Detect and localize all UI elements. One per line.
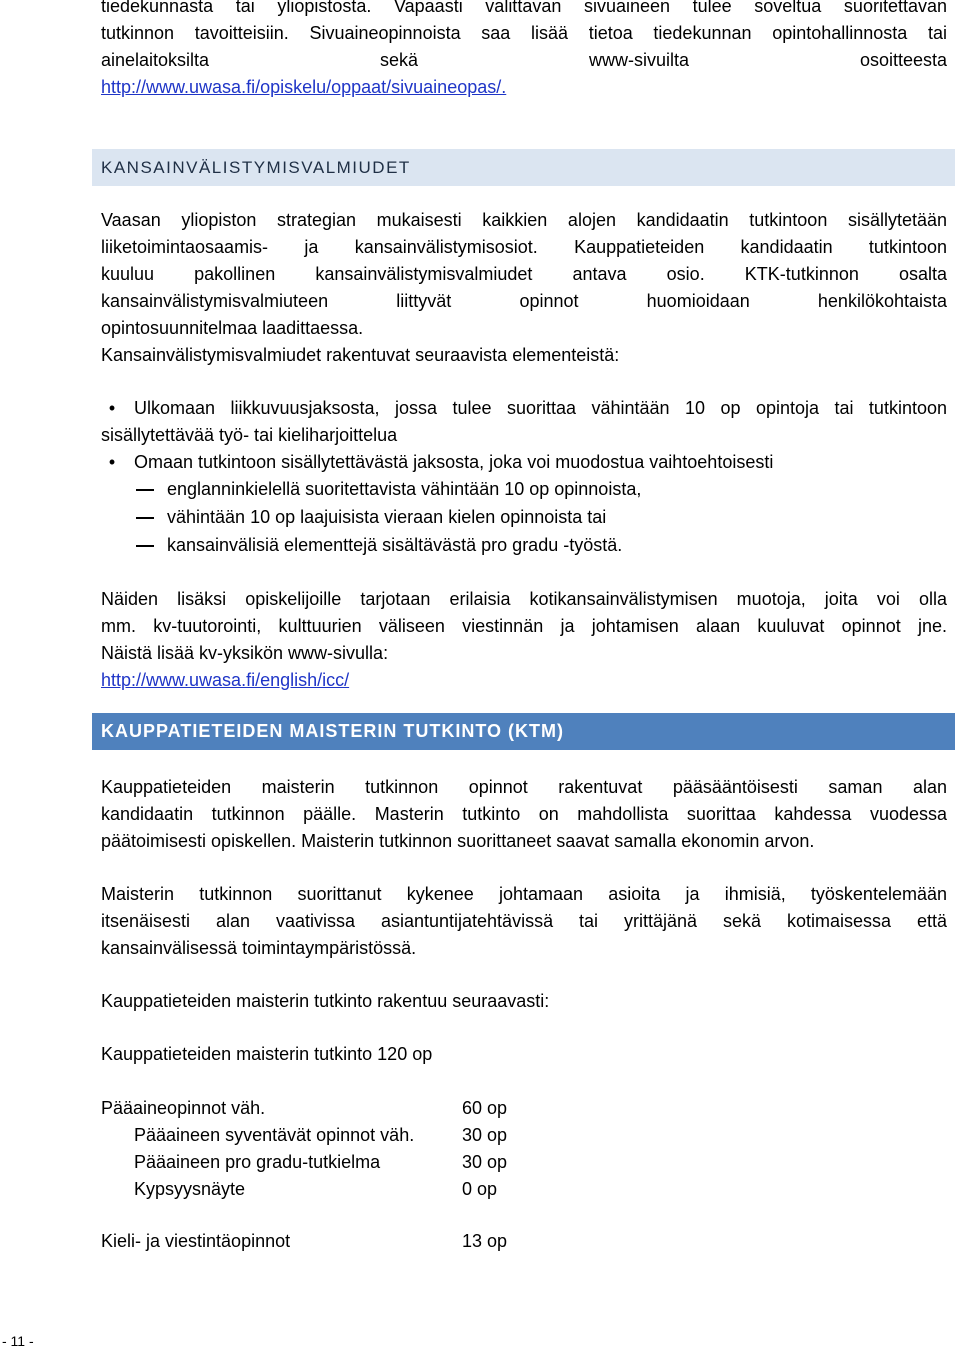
- credit-row-value: 13 op: [462, 1231, 508, 1251]
- credit-row-value: 0 op: [462, 1179, 498, 1199]
- paragraph-line: kansainvälistymisvalmiuteen liittyvät opinnot huomioidaan henkilökohtaista: [101, 291, 947, 311]
- credit-row-value: 60 op: [462, 1098, 508, 1118]
- credit-row-label: Pääaineen pro gradu-tutkielma: [134, 1152, 381, 1172]
- intro-line-1: tiedekunnasta tai yliopistosta. Vapaasti valittavan sivuaineen tulee soveltua suoritettavan: [101, 0, 947, 16]
- section-heading-ktm: KAUPPATIETEIDEN MAISTERIN TUTKINTO (KTM): [92, 713, 955, 750]
- credit-row-label: Kieli- ja viestintäopinnot: [101, 1231, 291, 1251]
- degree-total: Kauppatieteiden maisterin tutkinto 120 op: [101, 1044, 433, 1064]
- paragraph-line: kandidaatin tutkinnon päälle. Masterin tutkinto on mahdollista suorittaa kahdessa vuodessa: [101, 804, 947, 824]
- credit-row-label: Kypsyysnäyte: [134, 1179, 246, 1199]
- dash-icon: [136, 489, 154, 491]
- paragraph-line: liiketoimintaosaamis- ja kansainvälistymisosiot. Kauppatieteiden kandidaatin tutkintoon: [101, 237, 947, 257]
- structure-intro: Kauppatieteiden maisterin tutkinto rakentuu seuraavasti:: [101, 991, 550, 1011]
- paragraph-line: itsenäisesti alan vaativissa asiantuntijatehtävissä tai yrittäjänä sekä kotimaisessa että: [101, 911, 947, 931]
- paragraph-line: Näistä lisää kv-yksikön www-sivulla:: [101, 643, 389, 663]
- paragraph-line: Maisterin tutkinnon suorittanut kykenee johtamaan asioita ja ihmisiä, työskentelemään: [101, 884, 947, 904]
- bullet-item-2: Omaan tutkintoon sisällytettävästä jaksosta, joka voi muodostua vaihtoehtoisesti: [134, 452, 774, 472]
- page-number: - 11 -: [2, 1333, 34, 1349]
- dash-icon: [136, 517, 154, 519]
- icc-link-line: [101, 667, 947, 693]
- bullet-item-1-line-2: sisällytettävää työ- tai kieliharjoittelua: [101, 425, 398, 445]
- credit-row-label: Pääaineopinnot väh.: [101, 1098, 266, 1118]
- paragraph-line: Näiden lisäksi opiskelijoille tarjotaan erilaisia kotikansainvälistymisen muotoja, joita voi olla: [101, 589, 947, 609]
- sivuaineopas-link[interactable]: http://www.uwasa.fi/opiskelu/oppaat/sivuaineopas/.: [101, 77, 507, 97]
- intro-link-line: [101, 74, 947, 100]
- sub-item: kansainvälisiä elementtejä sisältävästä pro gradu -työstä.: [167, 535, 623, 555]
- bullet-icon: •: [108, 398, 116, 418]
- credit-row-label: Pääaineen syventävät opinnot väh.: [134, 1125, 415, 1145]
- icc-link[interactable]: http://www.uwasa.fi/english/icc/: [101, 670, 350, 690]
- credit-row-value: 30 op: [462, 1125, 508, 1145]
- sub-item: englanninkielellä suoritettavista vähintään 10 op opinnoista,: [167, 479, 642, 499]
- paragraph-line: Vaasan yliopiston strategian mukaisesti kaikkien alojen kandidaatin tutkintoon sisällytetään: [101, 210, 947, 230]
- paragraph-line: Kansainvälistymisvalmiudet rakentuvat seuraavista elementeistä:: [101, 345, 620, 365]
- paragraph-line: mm. kv-tuutorointi, kulttuurien väliseen viestinnän ja johtamisen alaan kuuluvat opinnot jne.: [101, 616, 947, 636]
- section-heading-kansainvalistymisvalmiudet: KANSAINVÄLISTYMISVALMIUDET: [92, 149, 955, 186]
- intro-line-2: tutkinnon tavoitteisiin. Sivuaineopinnoista saa lisää tietoa tiedekunnan opintohallinnosta tai: [101, 23, 947, 43]
- paragraph-line: kansainvälisessä toimintaympäristössä.: [101, 938, 417, 958]
- intro-line-3: ainelaitoksilta sekä www-sivuilta osoitteesta: [101, 50, 947, 70]
- sub-item: vähintään 10 op laajuisista vieraan kielen opinnoista tai: [167, 507, 607, 527]
- paragraph-line: päätoimisesti opiskellen. Maisterin tutkinnon suorittaneet saavat samalla ekonomin arvon.: [101, 831, 815, 851]
- bullet-item-1-line-1: Ulkomaan liikkuvuusjaksosta, jossa tulee suorittaa vähintään 10 op opintoja tai tutkintoon: [134, 398, 947, 418]
- paragraph-line: Kauppatieteiden maisterin tutkinnon opinnot rakentuvat pääsääntöisesti saman alan: [101, 777, 947, 797]
- paragraph-line: kuuluu pakollinen kansainvälistymisvalmiudet antava osio. KTK-tutkinnon osalta: [101, 264, 947, 284]
- dash-icon: [136, 545, 154, 547]
- credit-row-value: 30 op: [462, 1152, 508, 1172]
- bullet-icon: •: [108, 452, 116, 472]
- paragraph-line: opintosuunnitelmaa laadittaessa.: [101, 318, 364, 338]
